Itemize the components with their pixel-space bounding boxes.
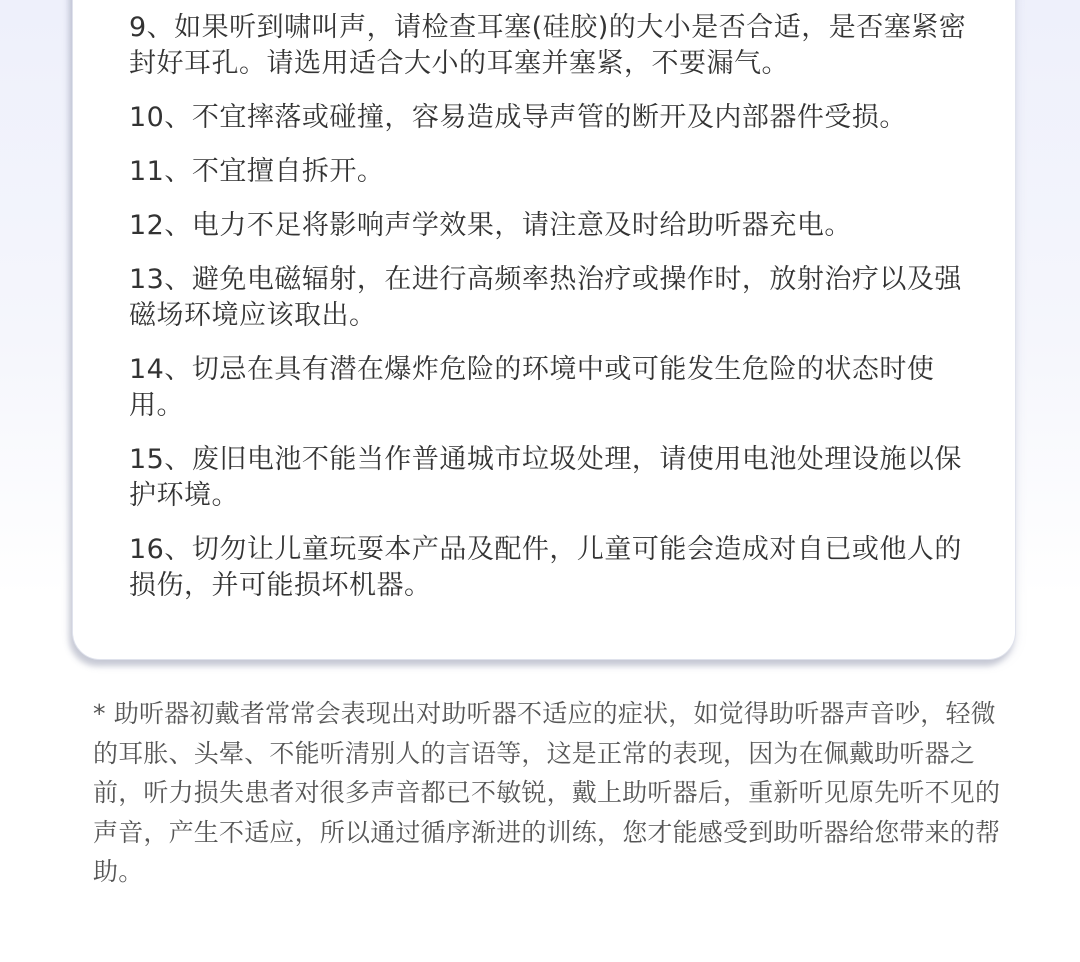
precaution-item-16: 16、切勿让儿童玩耍本产品及配件，儿童可能会造成对自已或他人的损伤，并可能损坏机器。: [129, 534, 962, 601]
precaution-item-15: 15、废旧电池不能当作普通城市垃圾处理，请使用电池处理设施以保护环境。: [129, 444, 962, 511]
precaution-item-12: 12、电力不足将影响声学效果，请注意及时给助听器充电。: [129, 210, 852, 241]
adaptation-footnote: * 助听器初戴者常常会表现出对助听器不适应的症状，如觉得助听器声音吵，轻微的耳胀、头晕、不能听清别人的言语等，这是正常的表现，因为在佩戴助听器之前，听力损失患者对很多声音都已不敏锐，戴上助听器后，重新听见原先听不见的声音，产生不适应，所以通过循序渐进的训练，您才能感受到助听器给您带来的帮助。: [93, 699, 1001, 886]
precaution-item-11: 11、不宜擅自拆开。: [129, 156, 385, 187]
precaution-item-9: 9、如果听到啸叫声，请检查耳塞(硅胶)的大小是否合适，是否塞紧密封好耳孔。请选用适合大小的耳塞并塞紧，不要漏气。: [129, 12, 967, 79]
precaution-item-14: 14、切忌在具有潜在爆炸危险的环境中或可能发生危险的状态时使用。: [129, 354, 935, 421]
precaution-item-10: 10、不宜摔落或碰撞，容易造成导声管的断开及内部器件受损。: [129, 102, 907, 133]
precaution-item-13: 13、避免电磁辐射，在进行高频率热治疗或操作时，放射治疗以及强磁场环境应该取出。: [129, 264, 962, 331]
